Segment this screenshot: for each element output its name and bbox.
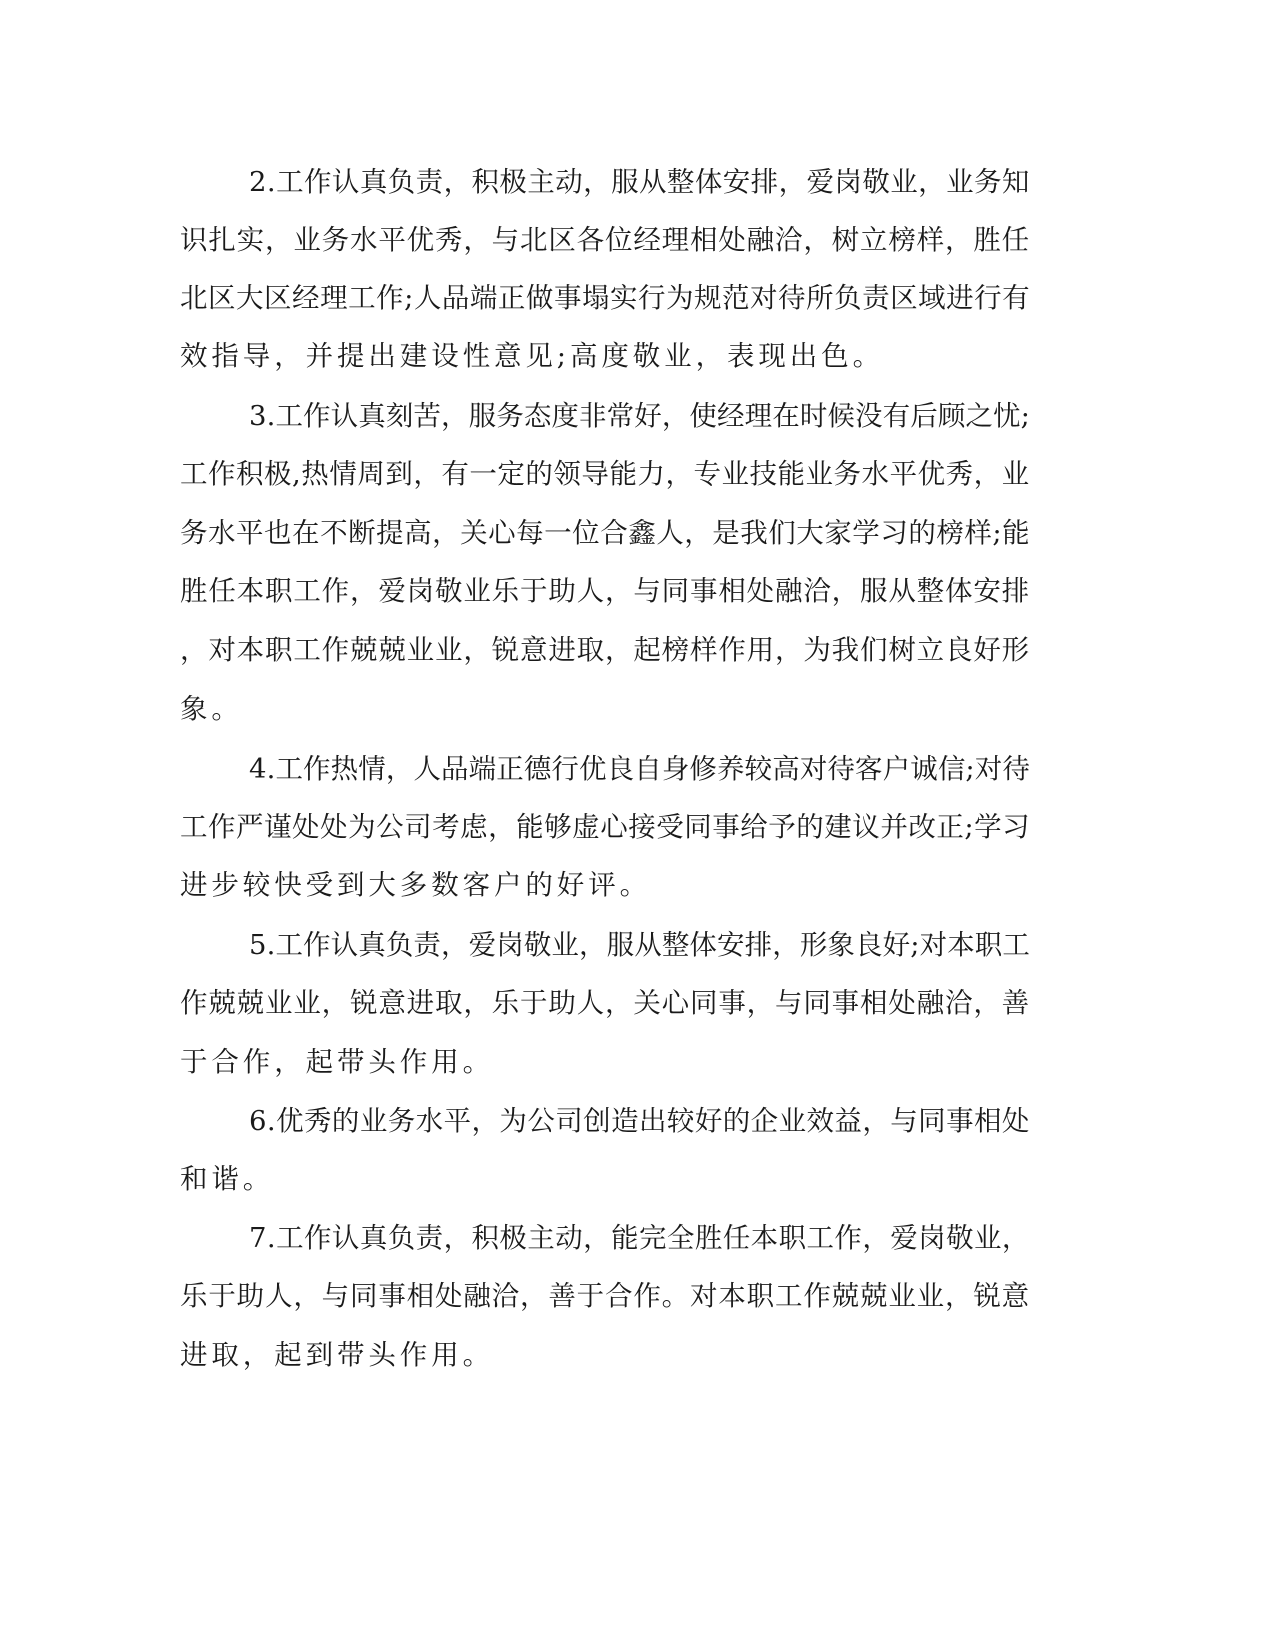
paragraph-line: 北区大区经理工作;人品端正做事塌实行为规范对待所负责区域进行有 bbox=[180, 282, 1031, 314]
paragraph-line: 识扎实，业务水平优秀，与北区各位经理相处融洽，树立榜样，胜任 bbox=[180, 224, 1030, 256]
paragraph-line: 工作积极,热情周到，有一定的领导能力，专业技能业务水平优秀，业 bbox=[180, 458, 1030, 490]
paragraph-line: 胜任本职工作，爱岗敬业乐于助人，与同事相处融洽，服从整体安排 bbox=[180, 575, 1030, 607]
paragraph-line: 务水平也在不断提高，关心每一位合鑫人，是我们大家学习的榜样;能 bbox=[180, 517, 1031, 549]
paragraph-line: 进步较快受到大多数客户的好评。 bbox=[180, 869, 651, 901]
paragraph-line: 作兢兢业业，锐意进取，乐于助人，关心同事，与同事相处融洽，善 bbox=[180, 987, 1030, 1019]
paragraph-line: 乐于助人，与同事相处融洽，善于合作。对本职工作兢兢业业，锐意 bbox=[180, 1280, 1030, 1312]
paragraph-line: 于合作，起带头作用。 bbox=[180, 1046, 494, 1078]
paragraph-line: 6.优秀的业务水平，为公司创造出较好的企业效益，与同事相处 bbox=[249, 1105, 1030, 1137]
paragraph-line: 3.工作认真刻苦，服务态度非常好，使经理在时候没有后顾之忧; bbox=[249, 400, 1031, 432]
paragraph-line: 和谐。 bbox=[180, 1163, 275, 1195]
paragraph-line: 7.工作认真负责，积极主动，能完全胜任本职工作，爱岗敬业， bbox=[249, 1222, 1030, 1254]
paragraph-line: ，对本职工作兢兢业业，锐意进取，起榜样作用，为我们树立良好形 bbox=[180, 634, 1030, 666]
paragraph-line: 进取，起到带头作用。 bbox=[180, 1339, 494, 1371]
paragraph-line: 效指导，并提出建设性意见;高度敬业，表现出色。 bbox=[180, 340, 884, 372]
paragraph-line: 工作严谨处处为公司考虑，能够虚心接受同事给予的建议并改正;学习 bbox=[180, 811, 1031, 843]
paragraph-line: 象。 bbox=[180, 693, 243, 725]
paragraph-line: 2.工作认真负责，积极主动，服从整体安排，爱岗敬业，业务知 bbox=[249, 166, 1030, 198]
paragraph-line: 4.工作热情，人品端正德行优良自身修养较高对待客户诚信;对待 bbox=[249, 753, 1031, 785]
paragraph-line: 5.工作认真负责，爱岗敬业，服从整体安排，形象良好;对本职工 bbox=[249, 929, 1031, 961]
